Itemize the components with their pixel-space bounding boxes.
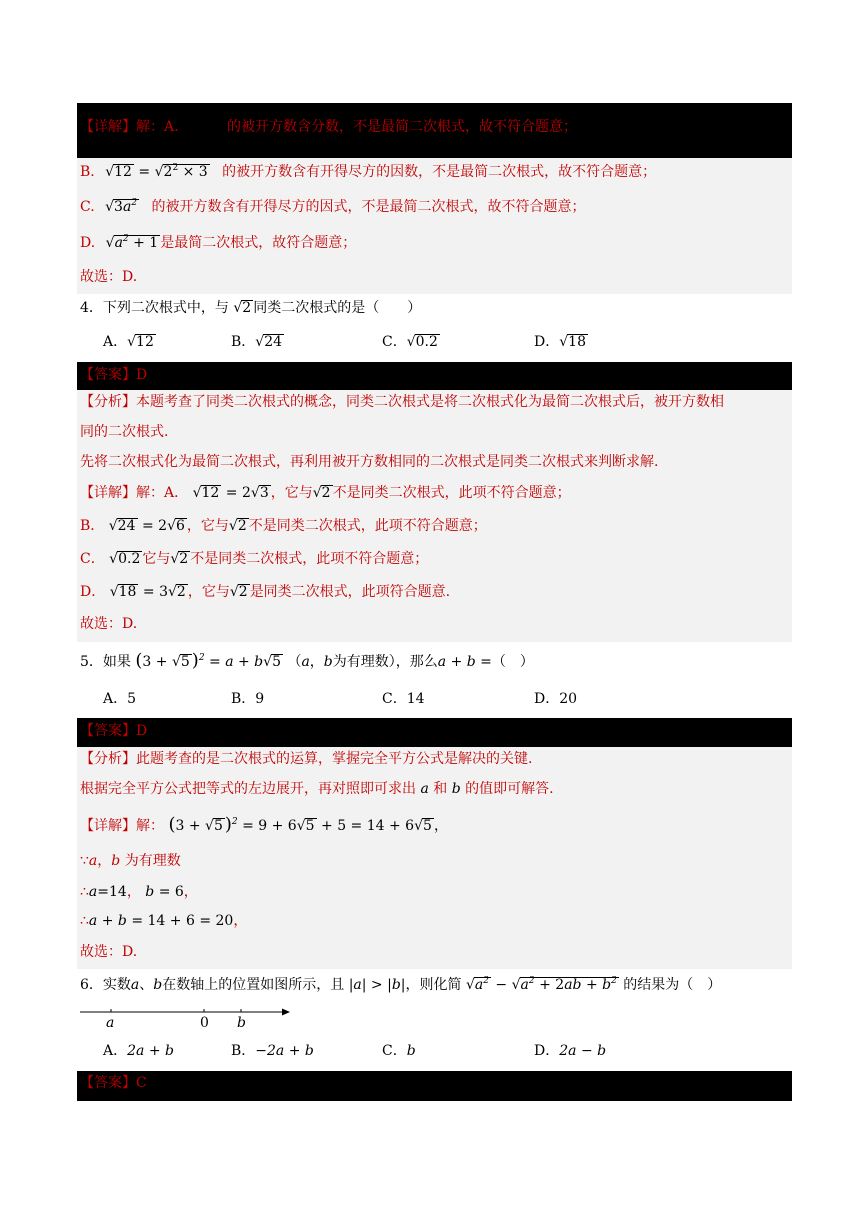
axis-label-a: a: [106, 1015, 115, 1031]
q4-detail-a: 【详解】解：A． √12 = 2√3 ，它与√2 不是同类二次根式，此项不符合题意；: [80, 485, 571, 501]
q5-option-c[interactable]: C．14: [382, 691, 425, 707]
q4-answer-band: [77, 362, 792, 390]
q5-detail: 【详解】解： (3 + √5 )$^2$ = 9 + 6√5 + 5 = 14 + 6√5 ，: [80, 814, 448, 835]
q5-then-1: ∴a=14， b = 6，: [80, 884, 198, 900]
q5-answer: 【答案】D: [80, 723, 148, 739]
prev-detail-c: C. $√3a^2$ 的被开方数含有开得尽方的因式，不是最简二次根式，故不符合题意；: [80, 198, 586, 215]
q6-condition: |a| > |b|: [348, 977, 406, 993]
q4-choose: 故选：D.: [80, 616, 138, 632]
prev-detail-b: B. $√12 = √2^2 \times 3$ 的被开方数含有开得尽方的因数，不是最简二次根式，故不符合题意；: [80, 163, 657, 180]
q4-analysis-3: 先将二次根式化为最简二次根式，再利用被开方数相同的二次根式是同类二次根式来判断求解.: [80, 454, 659, 470]
q4-detail-d: D． √18 = 3√2 ，它与√2 是同类二次根式，此项符合题意.: [80, 584, 451, 600]
q4-option-d[interactable]: D．√18: [534, 334, 586, 350]
q4-option-b[interactable]: B．√24: [231, 334, 283, 350]
axis-label-b: b: [237, 1015, 246, 1031]
q6-expression: $√a^2 - √a^2 + 2ab + b^2$: [465, 976, 617, 993]
q5-choose: 故选：D.: [80, 944, 138, 960]
q5-stem: 5．如果 (3 + √5 )$^2$ = a + b√5 （a，b为有理数），那么a + b =（ ）: [80, 650, 534, 671]
q5-analysis-1: 【分析】此题考查的是二次根式的运算，掌握完全平方公式是解决的关键.: [80, 751, 533, 767]
q6-stem: 6．实数a、b在数轴上的位置如图所示，且 |a| > |b|，则化简 $√a^2 - √a^2 + 2ab + b^2$ 的结果为（ ）: [80, 976, 722, 993]
c-expression: $√3a^2$: [105, 198, 138, 215]
q6-answer-band: [77, 1071, 792, 1101]
q5-since: ∵a，b 为有理数: [80, 853, 181, 869]
q4-stem: 4．下列二次根式中，与 √2 同类二次根式的是（ ）: [80, 300, 422, 316]
q5-option-b[interactable]: B．9: [231, 691, 265, 707]
q5-then-2: ∴a + b = 14 + 6 = 20，: [80, 913, 248, 929]
q4-detail-c: C． √0.2 它与√2 不是同类二次根式，此项不符合题意；: [80, 551, 429, 567]
q4-answer: 【答案】D: [80, 367, 148, 383]
q6-option-a[interactable]: A．2a + b: [103, 1043, 174, 1059]
q5-answer-band: [77, 718, 792, 747]
q4-option-c[interactable]: C．√0.2: [382, 334, 438, 350]
prev-choose: 故选：D.: [80, 269, 138, 285]
b-expression: $√12 = √2^2 \times 3$: [105, 163, 208, 180]
q4-analysis-1: 【分析】本题考查了同类二次根式的概念，同类二次根式是将二次根式化为最简二次根式后，被开方数相: [80, 394, 724, 410]
q6-option-d[interactable]: D．2a − b: [534, 1043, 607, 1059]
q4-detail-b: B． √24 = 2√6 ，它与√2 不是同类二次根式，此项不符合题意；: [80, 518, 487, 534]
prev-detail-a: 【详解】解：A. 的被开方数含分数，不是最简二次根式，故不符合题意；: [80, 119, 578, 135]
q5-option-d[interactable]: D．20: [534, 691, 578, 707]
axis-arrow-icon: [282, 1009, 290, 1016]
q6-option-c[interactable]: C．b: [382, 1043, 416, 1059]
d-expression: $√a^2 + 1$: [105, 234, 159, 251]
q6-answer: 【答案】C: [80, 1075, 147, 1091]
axis-label-0: 0: [200, 1015, 209, 1031]
q4-option-a[interactable]: A．√12: [103, 334, 154, 350]
prev-detail-d: D. $√a^2 + 1$ 是最简二次根式，故符合题意；: [80, 234, 357, 251]
q4-analysis-2: 同的二次根式.: [80, 424, 169, 440]
q6-option-b[interactable]: B．−2a + b: [231, 1043, 314, 1059]
q5-analysis-2: 根据完全平方公式把等式的左边展开，再对照即可求出 a 和 b 的值即可解答.: [80, 781, 554, 797]
q5-option-a[interactable]: A．5: [103, 691, 137, 707]
